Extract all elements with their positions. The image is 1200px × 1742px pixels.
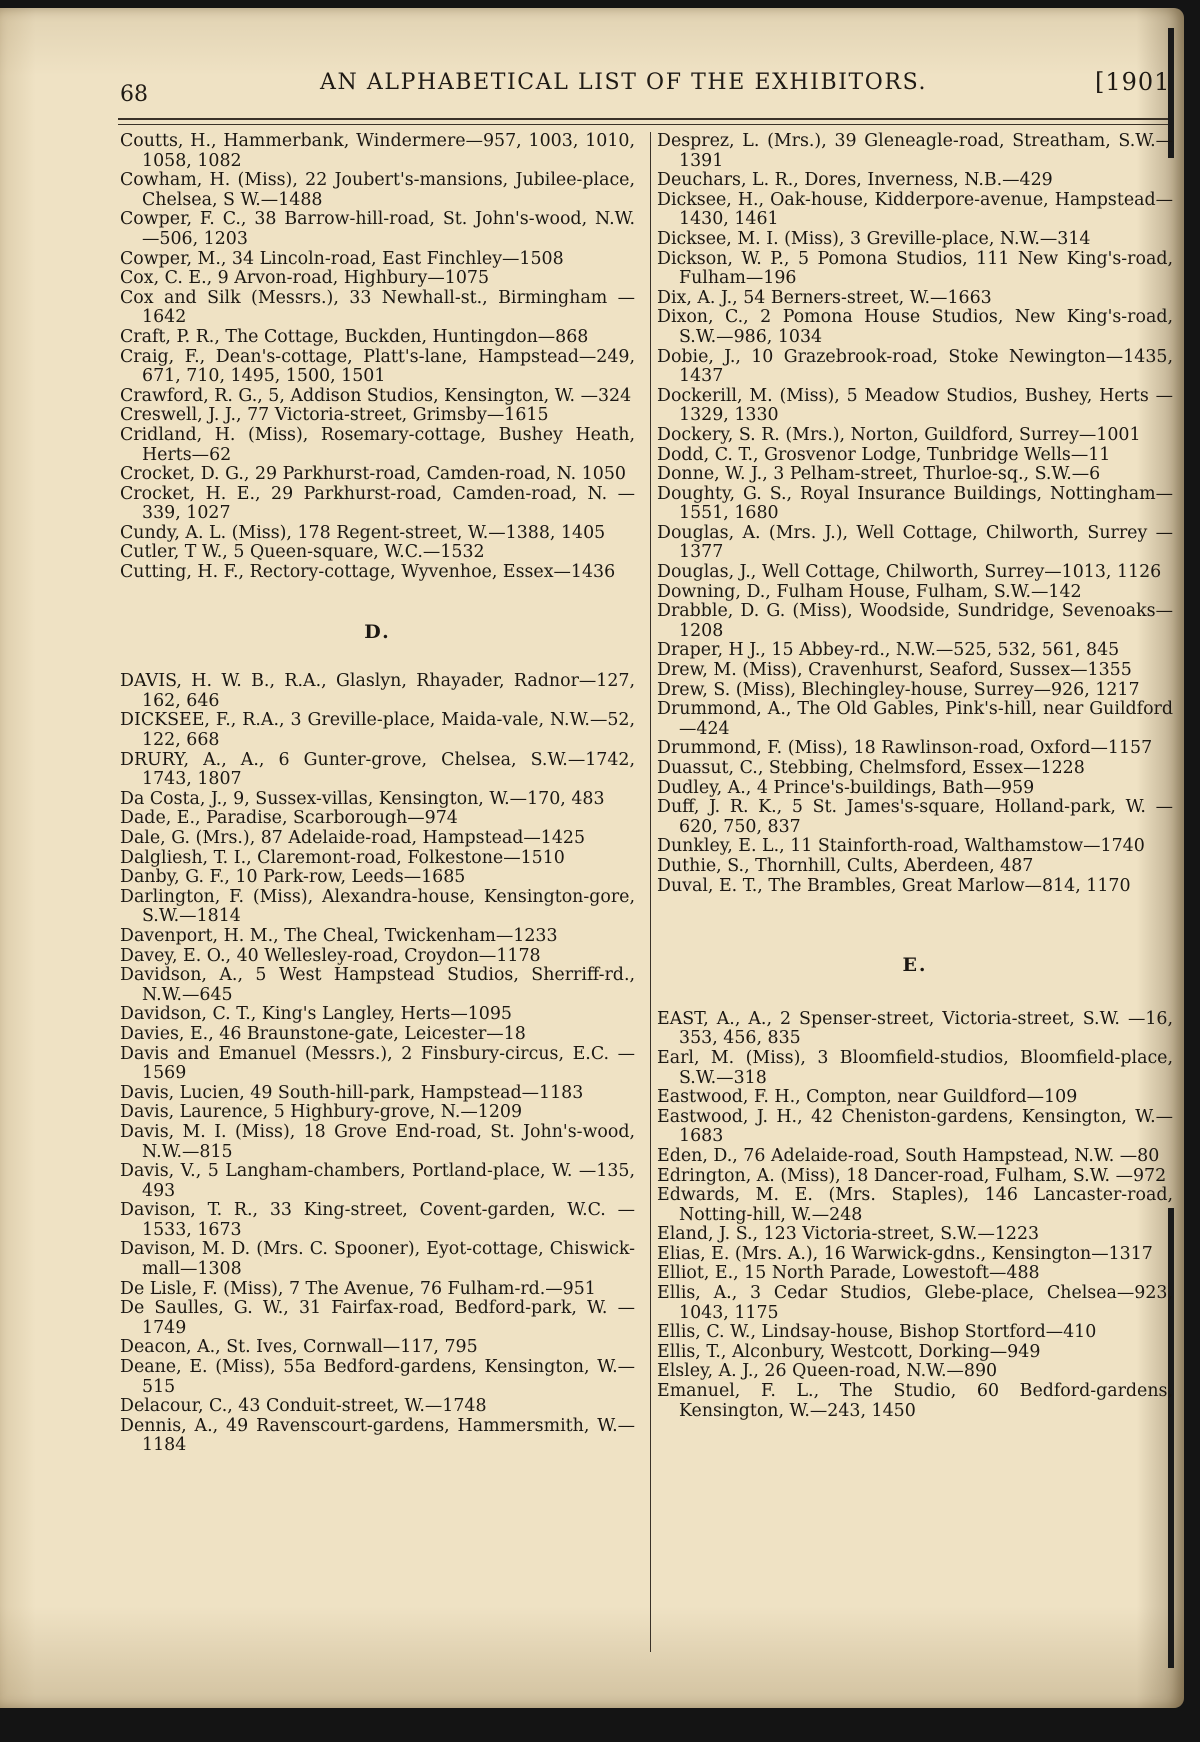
exhibitor-entry: Elias, E. (Mrs. A.), 16 Warwick-gdns., Kensington—1317 bbox=[657, 1243, 1153, 1264]
exhibitor-entry: Duassut, C., Stebbing, Chelmsford, Essex—1228 bbox=[657, 758, 1085, 778]
exhibitor-entry: DRURY, A., A., 6 Gunter-grove, Chelsea, S.W.—1742, 1743, 1807 bbox=[120, 749, 635, 790]
exhibitor-entry: Dade, E., Paradise, Scarborough—974 bbox=[120, 808, 458, 829]
exhibitor-entry: Dockerill, M. (Miss), 5 Meadow Studios, Bushey, Herts —1329, 1330 bbox=[657, 385, 1173, 426]
column-divider bbox=[650, 132, 651, 1652]
exhibitor-entry: Davison, T. R., 33 King-street, Covent-garden, W.C. —1533, 1673 bbox=[120, 1200, 635, 1240]
entries-c bbox=[120, 132, 635, 583]
left-column bbox=[120, 132, 635, 1456]
exhibitor-entry: Elsley, A. J., 26 Queen-road, N.W.—890 bbox=[657, 1361, 998, 1382]
section-heading-d: D. bbox=[364, 620, 391, 643]
exhibitor-entry: Davidson, A., 5 West Hampstead Studios, Sherriff-rd., N.W.—645 bbox=[120, 965, 635, 1005]
exhibitor-entry: Davis, V., 5 Langham-chambers, Portland-place, W. —135, 493 bbox=[120, 1161, 635, 1201]
exhibitor-entry: Ellis, A., 3 Cedar Studios, Glebe-place, Chelsea—923, 1043, 1175 bbox=[657, 1283, 1173, 1323]
exhibitor-entry: Creswell, J. J., 77 Victoria-street, Grimsby—1615 bbox=[120, 405, 549, 426]
exhibitor-entry: Dalgliesh, T. I., Claremont-road, Folkestone—1510 bbox=[120, 847, 565, 868]
exhibitor-entry: Delacour, C., 43 Conduit-street, W.—1748 bbox=[120, 1396, 487, 1417]
exhibitor-entry: Cowham, H. (Miss), 22 Joubert's-mansions, Jubilee-place, Chelsea, S W.—1488 bbox=[120, 170, 635, 210]
page-header bbox=[110, 62, 1171, 107]
exhibitor-entry: Davis, Laurence, 5 Highbury-grove, N.—1209 bbox=[120, 1102, 523, 1123]
exhibitor-entry: Dickson, W. P., 5 Pomona Studios, 111 New King's-road, Fulham—196 bbox=[657, 248, 1173, 289]
exhibitor-entry: Da Costa, J., 9, Sussex-villas, Kensington, W.—170, 483 bbox=[120, 788, 605, 809]
exhibitor-entry: Davis, M. I. (Miss), 18 Grove End-road, St. John's-wood, N.W.—815 bbox=[120, 1121, 635, 1162]
exhibitor-entry: Cridland, H. (Miss), Rosemary-cottage, Bushey Heath, Herts—62 bbox=[120, 424, 635, 465]
year-marker: [1901 bbox=[1095, 68, 1171, 96]
exhibitor-entry: Drew, S. (Miss), Blechingley-house, Surrey—926, 1217 bbox=[657, 679, 1140, 700]
exhibitor-entry: Eland, J. S., 123 Victoria-street, S.W.—1223 bbox=[657, 1224, 1040, 1245]
exhibitor-entry: Edwards, M. E. (Mrs. Staples), 146 Lancaster-road, Notting-hill, W.—248 bbox=[657, 1185, 1173, 1225]
exhibitor-entry: Crawford, R. G., 5, Addison Studios, Kensington, W. —324 bbox=[120, 385, 632, 406]
exhibitor-entry: Crocket, H. E., 29 Parkhurst-road, Camden-road, N. —339, 1027 bbox=[120, 483, 635, 524]
exhibitor-entry: Eden, D., 76 Adelaide-road, South Hampstead, N.W. —80 bbox=[657, 1145, 1160, 1166]
exhibitor-entry: Dodd, C. T., Grosvenor Lodge, Tunbridge Wells—11 bbox=[657, 444, 1111, 465]
exhibitor-entry: Cutting, H. F., Rectory-cottage, Wyvenhoe, Essex—1436 bbox=[120, 562, 616, 583]
exhibitor-entry: Darlington, F. (Miss), Alexandra-house, Kensington-gore, S.W.—1814 bbox=[120, 886, 635, 927]
exhibitor-entry: Davis and Emanuel (Messrs.), 2 Finsbury-circus, E.C. —1569 bbox=[120, 1043, 635, 1084]
exhibitor-entry: Desprez, L. (Mrs.), 39 Gleneagle-road, Streatham, S.W.—1391 bbox=[657, 131, 1173, 171]
exhibitor-entry: Davies, E., 46 Braunstone-gate, Leicester—18 bbox=[120, 1023, 526, 1044]
exhibitor-entry: Douglas, J., Well Cottage, Chilworth, Surrey—1013, 1126 bbox=[657, 562, 1162, 583]
section-heading-e: E. bbox=[902, 954, 928, 977]
exhibitor-entry: De Lisle, F. (Miss), 7 The Avenue, 76 Fulham-rd.—951 bbox=[120, 1278, 596, 1299]
exhibitor-entry: Douglas, A. (Mrs. J.), Well Cottage, Chilworth, Surrey —1377 bbox=[657, 522, 1173, 563]
exhibitor-entry: Edrington, A. (Miss), 18 Dancer-road, Fulham, S.W. —972 bbox=[657, 1165, 1167, 1186]
exhibitor-entry: Duval, E. T., The Brambles, Great Marlow—814, 1170 bbox=[657, 875, 1131, 896]
exhibitor-entry: Earl, M. (Miss), 3 Bloomfield-studios, Bloomfield-place, S.W.—318 bbox=[657, 1047, 1173, 1088]
exhibitor-entry: Dix, A. J., 54 Berners-street, W.—1663 bbox=[657, 287, 992, 308]
exhibitor-entry: Ellis, T., Alconbury, Westcott, Dorking—949 bbox=[657, 1341, 1041, 1362]
entries-e bbox=[657, 1010, 1173, 1421]
exhibitor-entry: Dale, G. (Mrs.), 87 Adelaide-road, Hampstead—1425 bbox=[120, 828, 586, 848]
header-rule-thin bbox=[118, 124, 1168, 125]
entries-d bbox=[120, 672, 635, 1456]
exhibitor-entry: Davison, M. D. (Mrs. C. Spooner), Eyot-cottage, Chiswick-mall—1308 bbox=[120, 1239, 635, 1280]
exhibitor-entry: Eastwood, F. H., Compton, near Guildford—109 bbox=[657, 1087, 1078, 1108]
exhibitor-entry: DAVIS, H. W. B., R.A., Glaslyn, Rhayader, Radnor—127, 162, 646 bbox=[120, 671, 635, 711]
exhibitor-entry: Emanuel, F. L., The Studio, 60 Bedford-gardens, Kensington, W.—243, 1450 bbox=[657, 1381, 1173, 1421]
exhibitor-entry: Ellis, C. W., Lindsay-house, Bishop Stortford—410 bbox=[657, 1322, 1097, 1343]
exhibitor-entry: Deuchars, L. R., Dores, Inverness, N.B.—429 bbox=[657, 170, 1053, 191]
exhibitor-entry: Draper, H J., 15 Abbey-rd., N.W.—525, 532, 561, 845 bbox=[657, 640, 1120, 661]
entries-d-continued bbox=[657, 132, 1173, 896]
header-rule bbox=[118, 118, 1168, 120]
exhibitor-entry: Dicksee, M. I. (Miss), 3 Greville-place, N.W.—314 bbox=[657, 228, 1091, 249]
exhibitor-entry: Eastwood, J. H., 42 Cheniston-gardens, Kensington, W.—1683 bbox=[657, 1106, 1173, 1147]
exhibitor-entry: Donne, W. J., 3 Pelham-street, Thurloe-sq., S.W.—6 bbox=[657, 464, 1101, 485]
exhibitor-entry: Davidson, C. T., King's Langley, Herts—1095 bbox=[120, 1004, 512, 1025]
exhibitor-entry: Doughty, G. S., Royal Insurance Buildings, Nottingham—1551, 1680 bbox=[657, 483, 1173, 524]
exhibitor-entry: Dockery, S. R. (Mrs.), Norton, Guildford, Surrey—1001 bbox=[657, 424, 1141, 445]
page-number: 68 bbox=[120, 82, 148, 107]
exhibitor-entry: Davey, E. O., 40 Wellesley-road, Croydon—1178 bbox=[120, 945, 541, 966]
exhibitor-entry: Cox and Silk (Messrs.), 33 Newhall-st., Birmingham —1642 bbox=[120, 287, 635, 328]
exhibitor-entry: EAST, A., A., 2 Spenser-street, Victoria-street, S.W. —16, 353, 456, 835 bbox=[657, 1008, 1173, 1049]
exhibitor-entry: Cundy, A. L. (Miss), 178 Regent-street, W.—1388, 1405 bbox=[120, 522, 606, 543]
exhibitor-entry: Dixon, C., 2 Pomona House Studios, New King's-road, S.W.—986, 1034 bbox=[657, 307, 1173, 347]
exhibitor-entry: Cutler, T W., 5 Queen-square, W.C.—1532 bbox=[120, 542, 485, 563]
exhibitor-entry: Cowper, M., 34 Lincoln-road, East Finchley—1508 bbox=[120, 248, 564, 269]
exhibitor-entry: Drummond, F. (Miss), 18 Rawlinson-road, Oxford—1157 bbox=[657, 738, 1153, 759]
exhibitor-entry: Deacon, A., St. Ives, Cornwall—117, 795 bbox=[120, 1337, 478, 1358]
exhibitor-entry: Drew, M. (Miss), Cravenhurst, Seaford, Sussex—1355 bbox=[657, 660, 1132, 681]
exhibitor-entry: De Saulles, G. W., 31 Fairfax-road, Bedford-park, W. —1749 bbox=[120, 1298, 635, 1338]
exhibitor-entry: Duthie, S., Thornhill, Cults, Aberdeen, 487 bbox=[657, 855, 1034, 876]
exhibitor-entry: Craig, F., Dean's-cottage, Platt's-lane, Hampstead—249, 671, 710, 1495, 1500, 1501 bbox=[120, 346, 635, 387]
exhibitor-entry: Dudley, A., 4 Prince's-buildings, Bath—959 bbox=[657, 777, 1035, 798]
running-title: AN ALPHABETICAL LIST OF THE EXHIBITORS. bbox=[320, 70, 928, 95]
exhibitor-entry: Craft, P. R., The Cottage, Buckden, Huntingdon—868 bbox=[120, 326, 589, 347]
exhibitor-entry: Elliot, E., 15 North Parade, Lowestoft—488 bbox=[657, 1263, 1040, 1284]
exhibitor-entry: Deane, E. (Miss), 55a Bedford-gardens, Kensington, W.—515 bbox=[120, 1357, 635, 1397]
exhibitor-entry: Dennis, A., 49 Ravenscourt-gardens, Hammersmith, W.—1184 bbox=[120, 1415, 635, 1456]
exhibitor-entry: Crocket, D. G., 29 Parkhurst-road, Camden-road, N. 1050 bbox=[120, 464, 626, 485]
exhibitor-entry: Dicksee, H., Oak-house, Kidderpore-avenue, Hampstead—1430, 1461 bbox=[657, 189, 1173, 230]
exhibitor-entry: Duff, J. R. K., 5 St. James's-square, Holland-park, W. —620, 750, 837 bbox=[657, 797, 1173, 837]
exhibitor-entry: Cowper, F. C., 38 Barrow-hill-road, St. John's-wood, N.W.—506, 1203 bbox=[120, 209, 635, 249]
exhibitor-entry: Coutts, H., Hammerbank, Windermere—957, 1003, 1010, 1058, 1082 bbox=[120, 131, 635, 171]
exhibitor-entry: Downing, D., Fulham House, Fulham, S.W.—142 bbox=[657, 581, 1082, 602]
exhibitor-entry: Drummond, A., The Old Gables, Pink's-hill, near Guildford—424 bbox=[657, 699, 1173, 739]
exhibitor-entry: Cox, C. E., 9 Arvon-road, Highbury—1075 bbox=[120, 268, 490, 289]
exhibitor-entry: Drabble, D. G. (Miss), Woodside, Sundridge, Sevenoaks—1208 bbox=[657, 601, 1173, 641]
exhibitor-entry: Dunkley, E. L., 11 Stainforth-road, Walthamstow—1740 bbox=[657, 836, 1145, 857]
right-column bbox=[657, 132, 1173, 1421]
exhibitor-entry: Davenport, H. M., The Cheal, Twickenham—1233 bbox=[120, 925, 558, 946]
exhibitor-entry: Dobie, J., 10 Grazebrook-road, Stoke Newington—1435, 1437 bbox=[657, 346, 1173, 387]
exhibitor-entry: DICKSEE, F., R.A., 3 Greville-place, Maida-vale, N.W.—52, 122, 668 bbox=[120, 710, 635, 751]
exhibitor-entry: Davis, Lucien, 49 South-hill-park, Hampstead—1183 bbox=[120, 1082, 584, 1103]
exhibitor-entry: Danby, G. F., 10 Park-row, Leeds—1685 bbox=[120, 867, 466, 888]
